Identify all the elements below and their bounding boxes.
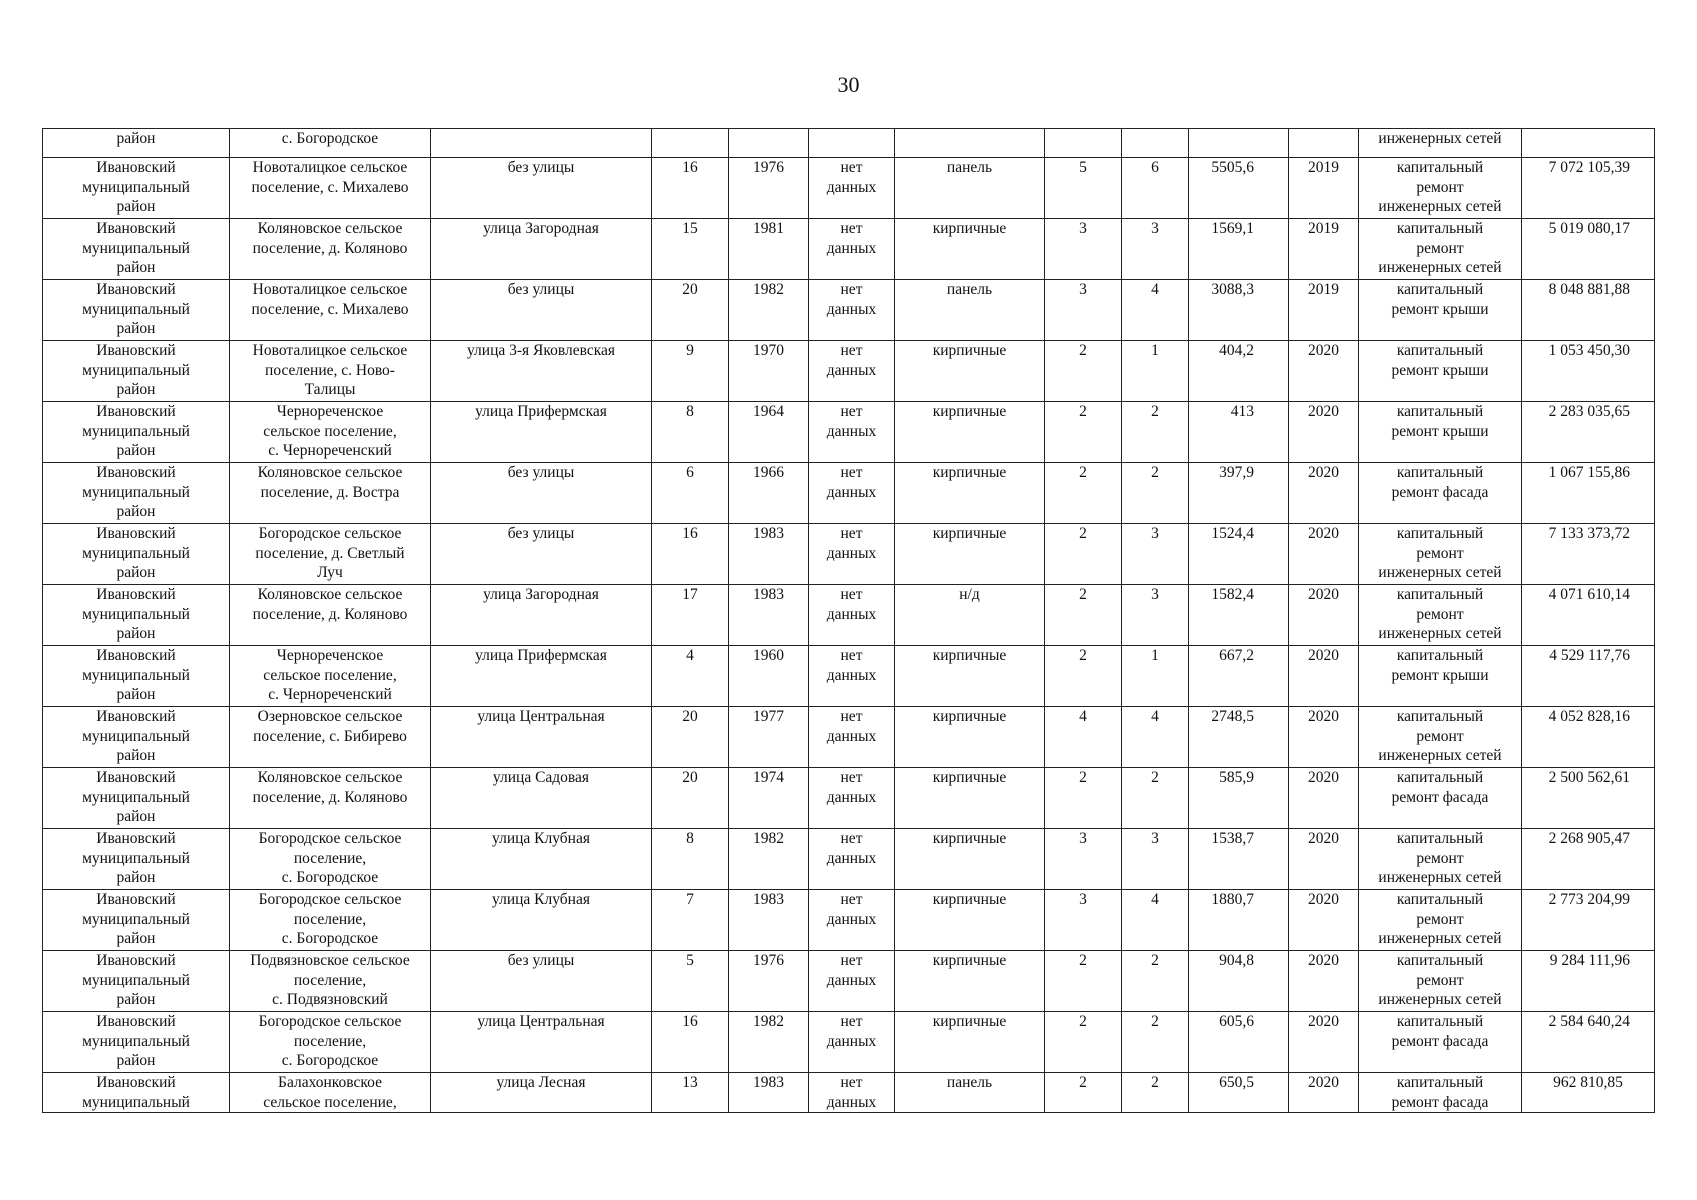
cost-cell: 4 052 828,16	[1522, 707, 1655, 768]
work-type-cell: капитальный ремонт фасада	[1359, 1073, 1522, 1113]
settlement-cell: Чернореченское сельское поселение, с. Чернореченский	[230, 646, 431, 707]
street-cell: улица Клубная	[431, 890, 652, 951]
floors-cell: 2	[1045, 402, 1122, 463]
district-cell: Ивановский муниципальный район	[43, 829, 230, 890]
table-row	[43, 707, 1655, 768]
settlement-cell: Коляновское сельское поселение, д. Востра	[230, 463, 431, 524]
work-type-cell: капитальный ремонт крыши	[1359, 341, 1522, 402]
floors-cell	[1045, 129, 1122, 158]
floors-cell: 4	[1045, 707, 1122, 768]
settlement-cell: Коляновское сельское поселение, д. Коляново	[230, 585, 431, 646]
cost-cell: 2 500 562,61	[1522, 768, 1655, 829]
street-cell: улица Прифермская	[431, 646, 652, 707]
table-row	[43, 890, 1655, 951]
year-built-cell: 1976	[729, 158, 809, 219]
year-commission-cell: нет данных	[809, 707, 895, 768]
table-row	[43, 463, 1655, 524]
district-cell: Ивановский муниципальный район	[43, 463, 230, 524]
entrances-cell: 2	[1122, 951, 1189, 1012]
table-row	[43, 951, 1655, 1012]
area-cell: 397,9	[1189, 463, 1289, 524]
table-row	[43, 768, 1655, 829]
apartments-cell: 17	[652, 585, 729, 646]
plan-year-cell: 2019	[1289, 158, 1359, 219]
district-cell: район	[43, 129, 230, 158]
area-cell: 1880,7	[1189, 890, 1289, 951]
floors-cell: 2	[1045, 951, 1122, 1012]
housing-repair-table	[42, 128, 1655, 1113]
area-cell: 1569,1	[1189, 219, 1289, 280]
cost-cell	[1522, 129, 1655, 158]
district-cell: Ивановский муниципальный район	[43, 890, 230, 951]
plan-year-cell: 2020	[1289, 646, 1359, 707]
apartments-cell: 5	[652, 951, 729, 1012]
settlement-cell: Новоталицкое сельское поселение, с. Ново- Талицы	[230, 341, 431, 402]
district-cell: Ивановский муниципальный район	[43, 768, 230, 829]
year-built-cell: 1981	[729, 219, 809, 280]
year-built-cell: 1982	[729, 280, 809, 341]
floors-cell: 2	[1045, 341, 1122, 402]
work-type-cell: капитальный ремонт инженерных сетей	[1359, 158, 1522, 219]
area-cell: 404,2	[1189, 341, 1289, 402]
street-cell	[431, 129, 652, 158]
street-cell: улица Загородная	[431, 219, 652, 280]
apartments-cell: 8	[652, 402, 729, 463]
area-cell: 5505,6	[1189, 158, 1289, 219]
entrances-cell: 6	[1122, 158, 1189, 219]
work-type-cell: капитальный ремонт фасада	[1359, 1012, 1522, 1073]
cost-cell: 2 773 204,99	[1522, 890, 1655, 951]
work-type-cell: капитальный ремонт крыши	[1359, 646, 1522, 707]
apartments-cell: 15	[652, 219, 729, 280]
district-cell: Ивановский муниципальный район	[43, 524, 230, 585]
settlement-cell: Озерновское сельское поселение, с. Бибирево	[230, 707, 431, 768]
table-row	[43, 341, 1655, 402]
area-cell: 3088,3	[1189, 280, 1289, 341]
work-type-cell: капитальный ремонт инженерных сетей	[1359, 585, 1522, 646]
area-cell	[1189, 129, 1289, 158]
plan-year-cell: 2020	[1289, 1012, 1359, 1073]
year-commission-cell: нет данных	[809, 219, 895, 280]
plan-year-cell: 2020	[1289, 1073, 1359, 1113]
plan-year-cell: 2020	[1289, 951, 1359, 1012]
entrances-cell: 2	[1122, 768, 1189, 829]
street-cell: улица Лесная	[431, 1073, 652, 1113]
plan-year-cell: 2020	[1289, 585, 1359, 646]
area-cell: 2748,5	[1189, 707, 1289, 768]
floors-cell: 2	[1045, 524, 1122, 585]
work-type-cell: капитальный ремонт инженерных сетей	[1359, 524, 1522, 585]
district-cell: Ивановский муниципальный район	[43, 158, 230, 219]
street-cell: улица Загородная	[431, 585, 652, 646]
plan-year-cell: 2019	[1289, 219, 1359, 280]
settlement-cell: Богородское сельское поселение, с. Богородское	[230, 1012, 431, 1073]
work-type-cell: капитальный ремонт крыши	[1359, 402, 1522, 463]
year-commission-cell: нет данных	[809, 524, 895, 585]
cost-cell: 2 268 905,47	[1522, 829, 1655, 890]
cost-cell: 4 071 610,14	[1522, 585, 1655, 646]
entrances-cell: 3	[1122, 524, 1189, 585]
district-cell: Ивановский муниципальный район	[43, 707, 230, 768]
floors-cell: 2	[1045, 585, 1122, 646]
work-type-cell: капитальный ремонт инженерных сетей	[1359, 707, 1522, 768]
wall-material-cell: кирпичные	[895, 524, 1045, 585]
table-row	[43, 524, 1655, 585]
cost-cell: 2 283 035,65	[1522, 402, 1655, 463]
cost-cell: 2 584 640,24	[1522, 1012, 1655, 1073]
plan-year-cell: 2020	[1289, 402, 1359, 463]
work-type-cell: капитальный ремонт инженерных сетей	[1359, 890, 1522, 951]
apartments-cell: 7	[652, 890, 729, 951]
district-cell: Ивановский муниципальный район	[43, 402, 230, 463]
street-cell: улица Центральная	[431, 1012, 652, 1073]
street-cell: улица Центральная	[431, 707, 652, 768]
table-row	[43, 585, 1655, 646]
street-cell: без улицы	[431, 524, 652, 585]
entrances-cell: 3	[1122, 585, 1189, 646]
year-commission-cell: нет данных	[809, 646, 895, 707]
street-cell: без улицы	[431, 463, 652, 524]
settlement-cell: Новоталицкое сельское поселение, с. Михалево	[230, 280, 431, 341]
wall-material-cell: кирпичные	[895, 463, 1045, 524]
table-row	[43, 402, 1655, 463]
cost-cell: 962 810,85	[1522, 1073, 1655, 1113]
year-commission-cell: нет данных	[809, 951, 895, 1012]
street-cell: без улицы	[431, 280, 652, 341]
entrances-cell: 1	[1122, 646, 1189, 707]
year-commission-cell: нет данных	[809, 158, 895, 219]
work-type-cell: капитальный ремонт инженерных сетей	[1359, 829, 1522, 890]
wall-material-cell: кирпичные	[895, 707, 1045, 768]
area-cell: 1582,4	[1189, 585, 1289, 646]
street-cell: улица Клубная	[431, 829, 652, 890]
year-built-cell: 1982	[729, 1012, 809, 1073]
apartments-cell: 16	[652, 524, 729, 585]
apartments-cell: 9	[652, 341, 729, 402]
apartments-cell: 20	[652, 280, 729, 341]
year-built-cell: 1966	[729, 463, 809, 524]
cost-cell: 4 529 117,76	[1522, 646, 1655, 707]
street-cell: улица Прифермская	[431, 402, 652, 463]
year-built-cell: 1970	[729, 341, 809, 402]
district-cell: Ивановский муниципальный район	[43, 1012, 230, 1073]
floors-cell: 2	[1045, 1012, 1122, 1073]
apartments-cell: 4	[652, 646, 729, 707]
work-type-cell: капитальный ремонт инженерных сетей	[1359, 219, 1522, 280]
apartments-cell	[652, 129, 729, 158]
cost-cell: 5 019 080,17	[1522, 219, 1655, 280]
year-commission-cell: нет данных	[809, 402, 895, 463]
year-built-cell: 1983	[729, 1073, 809, 1113]
wall-material-cell: кирпичные	[895, 890, 1045, 951]
plan-year-cell: 2020	[1289, 768, 1359, 829]
wall-material-cell: н/д	[895, 585, 1045, 646]
plan-year-cell: 2020	[1289, 524, 1359, 585]
year-commission-cell: нет данных	[809, 890, 895, 951]
settlement-cell: Балахонковское сельское поселение,	[230, 1073, 431, 1113]
year-built-cell: 1964	[729, 402, 809, 463]
entrances-cell: 2	[1122, 1012, 1189, 1073]
year-built-cell: 1974	[729, 768, 809, 829]
plan-year-cell: 2020	[1289, 707, 1359, 768]
street-cell: улица Садовая	[431, 768, 652, 829]
wall-material-cell: кирпичные	[895, 951, 1045, 1012]
work-type-cell: капитальный ремонт фасада	[1359, 768, 1522, 829]
apartments-cell: 8	[652, 829, 729, 890]
year-built-cell: 1983	[729, 585, 809, 646]
area-cell: 650,5	[1189, 1073, 1289, 1113]
work-type-cell: капитальный ремонт фасада	[1359, 463, 1522, 524]
wall-material-cell: кирпичные	[895, 341, 1045, 402]
entrances-cell: 3	[1122, 829, 1189, 890]
wall-material-cell: кирпичные	[895, 219, 1045, 280]
settlement-cell: Чернореченское сельское поселение, с. Чернореченский	[230, 402, 431, 463]
apartments-cell: 16	[652, 1012, 729, 1073]
floors-cell: 2	[1045, 646, 1122, 707]
year-built-cell: 1977	[729, 707, 809, 768]
apartments-cell: 20	[652, 768, 729, 829]
settlement-cell: с. Богородское	[230, 129, 431, 158]
wall-material-cell: панель	[895, 1073, 1045, 1113]
settlement-cell: Новоталицкое сельское поселение, с. Михалево	[230, 158, 431, 219]
settlement-cell: Богородское сельское поселение, с. Богородское	[230, 890, 431, 951]
cost-cell: 7 133 373,72	[1522, 524, 1655, 585]
table-row	[43, 646, 1655, 707]
area-cell: 413	[1189, 402, 1289, 463]
wall-material-cell: кирпичные	[895, 646, 1045, 707]
work-type-cell: капитальный ремонт инженерных сетей	[1359, 951, 1522, 1012]
apartments-cell: 16	[652, 158, 729, 219]
settlement-cell: Подвязновское сельское поселение, с. Подвязновский	[230, 951, 431, 1012]
entrances-cell: 3	[1122, 219, 1189, 280]
district-cell: Ивановский муниципальный район	[43, 585, 230, 646]
table-row	[43, 1012, 1655, 1073]
apartments-cell: 20	[652, 707, 729, 768]
wall-material-cell: кирпичные	[895, 1012, 1045, 1073]
apartments-cell: 13	[652, 1073, 729, 1113]
floors-cell: 3	[1045, 829, 1122, 890]
year-built-cell: 1983	[729, 524, 809, 585]
entrances-cell: 4	[1122, 280, 1189, 341]
plan-year-cell: 2020	[1289, 463, 1359, 524]
floors-cell: 3	[1045, 890, 1122, 951]
floors-cell: 5	[1045, 158, 1122, 219]
plan-year-cell: 2020	[1289, 829, 1359, 890]
year-commission-cell: нет данных	[809, 341, 895, 402]
plan-year-cell: 2019	[1289, 280, 1359, 341]
floors-cell: 3	[1045, 280, 1122, 341]
area-cell: 1538,7	[1189, 829, 1289, 890]
wall-material-cell: кирпичные	[895, 768, 1045, 829]
entrances-cell: 4	[1122, 707, 1189, 768]
area-cell: 1524,4	[1189, 524, 1289, 585]
wall-material-cell: кирпичные	[895, 829, 1045, 890]
table-body	[43, 129, 1655, 1113]
wall-material-cell: панель	[895, 158, 1045, 219]
street-cell: улица 3-я Яковлевская	[431, 341, 652, 402]
entrances-cell: 2	[1122, 402, 1189, 463]
table-row	[43, 158, 1655, 219]
area-cell: 904,8	[1189, 951, 1289, 1012]
year-commission-cell: нет данных	[809, 1073, 895, 1113]
apartments-cell: 6	[652, 463, 729, 524]
wall-material-cell: панель	[895, 280, 1045, 341]
cost-cell: 1 053 450,30	[1522, 341, 1655, 402]
district-cell: Ивановский муниципальный район	[43, 219, 230, 280]
area-cell: 667,2	[1189, 646, 1289, 707]
year-commission-cell: нет данных	[809, 829, 895, 890]
year-commission-cell: нет данных	[809, 585, 895, 646]
entrances-cell: 2	[1122, 463, 1189, 524]
district-cell: Ивановский муниципальный район	[43, 280, 230, 341]
year-commission-cell: нет данных	[809, 280, 895, 341]
entrances-cell	[1122, 129, 1189, 158]
year-commission-cell: нет данных	[809, 1012, 895, 1073]
table-row	[43, 219, 1655, 280]
settlement-cell: Богородское сельское поселение, д. Светлый Луч	[230, 524, 431, 585]
wall-material-cell	[895, 129, 1045, 158]
year-commission-cell	[809, 129, 895, 158]
cost-cell: 7 072 105,39	[1522, 158, 1655, 219]
cost-cell: 1 067 155,86	[1522, 463, 1655, 524]
floors-cell: 2	[1045, 463, 1122, 524]
street-cell: без улицы	[431, 158, 652, 219]
floors-cell: 3	[1045, 219, 1122, 280]
plan-year-cell: 2020	[1289, 341, 1359, 402]
year-commission-cell: нет данных	[809, 768, 895, 829]
table-row	[43, 829, 1655, 890]
work-type-cell: инженерных сетей	[1359, 129, 1522, 158]
plan-year-cell: 2020	[1289, 890, 1359, 951]
cost-cell: 9 284 111,96	[1522, 951, 1655, 1012]
settlement-cell: Коляновское сельское поселение, д. Коляново	[230, 219, 431, 280]
table-row	[43, 280, 1655, 341]
year-built-cell: 1976	[729, 951, 809, 1012]
area-cell: 605,6	[1189, 1012, 1289, 1073]
wall-material-cell: кирпичные	[895, 402, 1045, 463]
work-type-cell: капитальный ремонт крыши	[1359, 280, 1522, 341]
table-row	[43, 129, 1655, 158]
area-cell: 585,9	[1189, 768, 1289, 829]
year-commission-cell: нет данных	[809, 463, 895, 524]
year-built-cell: 1983	[729, 890, 809, 951]
district-cell: Ивановский муниципальный район	[43, 646, 230, 707]
page-number: 30	[837, 72, 860, 97]
entrances-cell: 1	[1122, 341, 1189, 402]
year-built-cell	[729, 129, 809, 158]
settlement-cell: Богородское сельское поселение, с. Богородское	[230, 829, 431, 890]
entrances-cell: 4	[1122, 890, 1189, 951]
table-row	[43, 1073, 1655, 1113]
district-cell: Ивановский муниципальный район	[43, 341, 230, 402]
plan-year-cell	[1289, 129, 1359, 158]
floors-cell: 2	[1045, 1073, 1122, 1113]
district-cell: Ивановский муниципальный	[43, 1073, 230, 1113]
cost-cell: 8 048 881,88	[1522, 280, 1655, 341]
floors-cell: 2	[1045, 768, 1122, 829]
year-built-cell: 1982	[729, 829, 809, 890]
settlement-cell: Коляновское сельское поселение, д. Коляново	[230, 768, 431, 829]
district-cell: Ивановский муниципальный район	[43, 951, 230, 1012]
street-cell: без улицы	[431, 951, 652, 1012]
year-built-cell: 1960	[729, 646, 809, 707]
entrances-cell: 2	[1122, 1073, 1189, 1113]
